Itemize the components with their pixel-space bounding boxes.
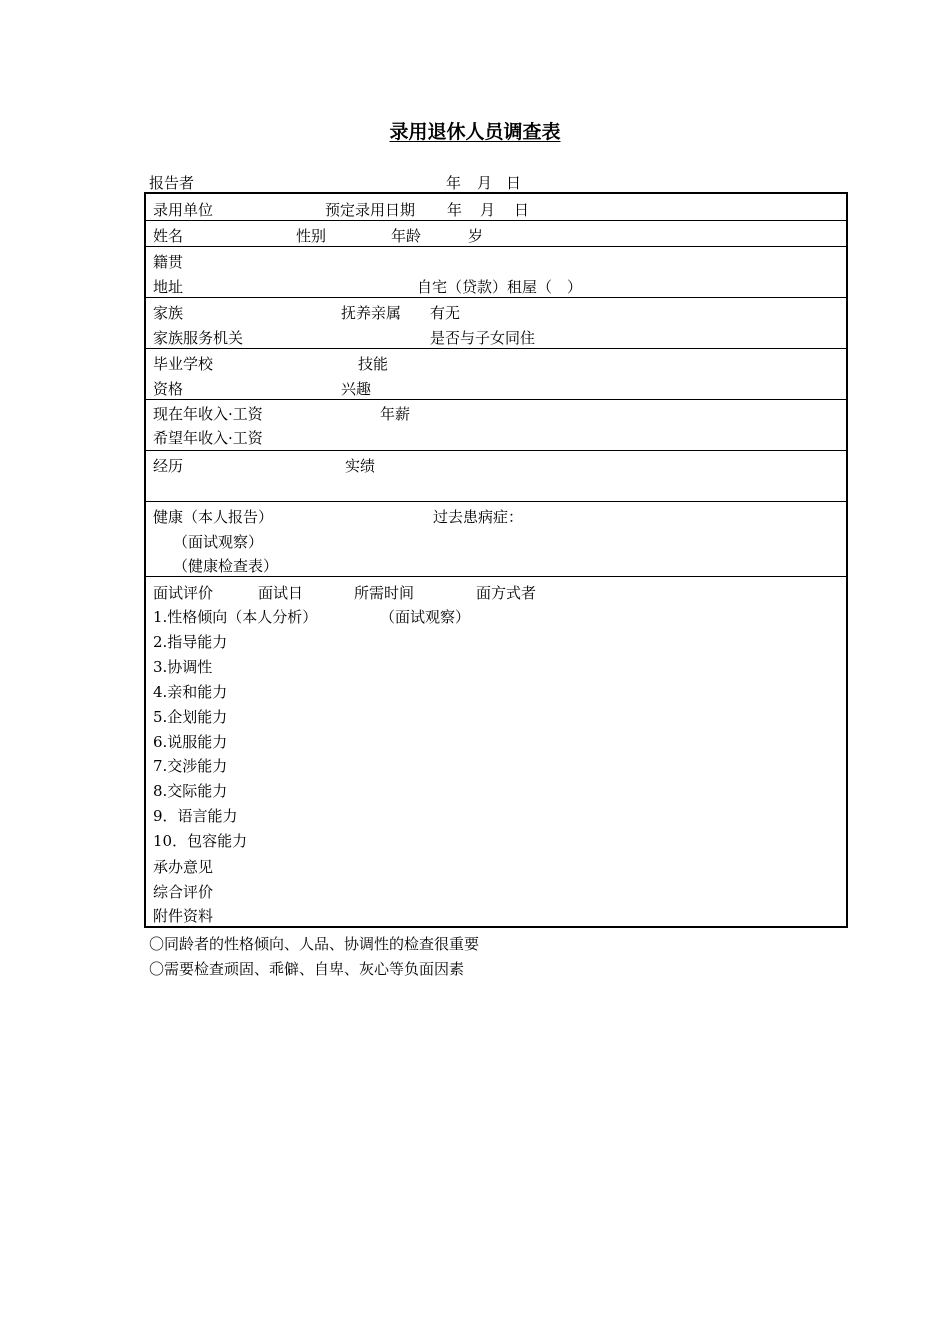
header-day-label: 日 bbox=[506, 174, 522, 192]
list-item: 9．语言能力 bbox=[153, 807, 238, 825]
row-divider bbox=[146, 348, 846, 349]
planned-date-label: 预定录用日期 bbox=[325, 201, 416, 219]
housing-label: 自宅（贷款）租屋（ ） bbox=[417, 278, 583, 296]
achievements-label: 实绩 bbox=[345, 457, 376, 475]
school-label: 毕业学校 bbox=[153, 355, 214, 373]
note-1: 〇同龄者的性格倾向、人品、协调性的检查很重要 bbox=[149, 935, 480, 953]
skills-label: 技能 bbox=[358, 355, 389, 373]
list-item: 5.企划能力 bbox=[153, 708, 228, 726]
list-item: 附件资料 bbox=[153, 907, 214, 925]
address-label: 地址 bbox=[153, 278, 184, 296]
list-item: 8.交际能力 bbox=[153, 782, 228, 800]
reporter-label: 报告者 bbox=[149, 174, 195, 192]
past-illness-label: 过去患病症： bbox=[433, 508, 524, 526]
desired-income-label: 希望年收入·工资 bbox=[153, 429, 263, 447]
list-item: 7.交涉能力 bbox=[153, 757, 228, 775]
personality-label: 1.性格倾向（本人分析） bbox=[153, 608, 318, 626]
current-income-label: 现在年收入·工资 bbox=[153, 405, 263, 423]
list-item: 承办意见 bbox=[153, 858, 214, 876]
age-unit-label: 岁 bbox=[468, 227, 484, 245]
planned-month-label: 月 bbox=[480, 201, 496, 219]
annual-salary-label: 年薪 bbox=[380, 405, 411, 423]
interview-day-label: 面试日 bbox=[258, 584, 304, 602]
note-2: 〇需要检查顽固、乖僻、自卑、灰心等负面因素 bbox=[149, 960, 465, 978]
time-needed-label: 所需时间 bbox=[354, 584, 415, 602]
header-year-label: 年 bbox=[446, 174, 462, 192]
row-divider bbox=[146, 576, 846, 577]
personality-obs-label: （面试观察） bbox=[380, 608, 471, 626]
hobby-label: 兴趣 bbox=[341, 380, 372, 398]
has-not-label: 有无 bbox=[430, 304, 461, 322]
health-check-label: （健康检查表） bbox=[173, 557, 279, 575]
name-label: 姓名 bbox=[153, 227, 184, 245]
planned-year-label: 年 bbox=[447, 201, 463, 219]
planned-day-label: 日 bbox=[514, 201, 530, 219]
dependents-label: 抚养亲属 bbox=[341, 304, 402, 322]
form-title: 录用退休人员调查表 bbox=[389, 121, 561, 143]
live-with-children-label: 是否与子女同住 bbox=[430, 329, 536, 347]
age-label: 年龄 bbox=[391, 227, 422, 245]
row-divider bbox=[146, 450, 846, 451]
row-divider bbox=[146, 220, 846, 221]
list-item: 3.协调性 bbox=[153, 658, 213, 676]
list-item: 4.亲和能力 bbox=[153, 683, 228, 701]
qualification-label: 资格 bbox=[153, 380, 184, 398]
list-item: 10．包容能力 bbox=[153, 832, 248, 850]
gender-label: 性别 bbox=[296, 227, 327, 245]
row-divider bbox=[146, 501, 846, 502]
row-divider bbox=[146, 399, 846, 400]
health-self-label: 健康（本人报告） bbox=[153, 508, 274, 526]
evaluation-label: 面试评价 bbox=[153, 584, 214, 602]
list-item: 2.指导能力 bbox=[153, 633, 228, 651]
origin-label: 籍贯 bbox=[153, 253, 184, 271]
family-label: 家族 bbox=[153, 304, 184, 322]
experience-label: 经历 bbox=[153, 457, 184, 475]
hiring-unit-label: 录用单位 bbox=[153, 201, 214, 219]
row-divider bbox=[146, 246, 846, 247]
row-divider bbox=[146, 297, 846, 298]
health-interview-obs-label: （面试观察） bbox=[173, 533, 264, 551]
list-item: 综合评价 bbox=[153, 883, 214, 901]
family-employer-label: 家族服务机关 bbox=[153, 329, 244, 347]
interviewer-label: 面方式者 bbox=[476, 584, 537, 602]
header-month-label: 月 bbox=[477, 174, 493, 192]
list-item: 6.说服能力 bbox=[153, 733, 228, 751]
